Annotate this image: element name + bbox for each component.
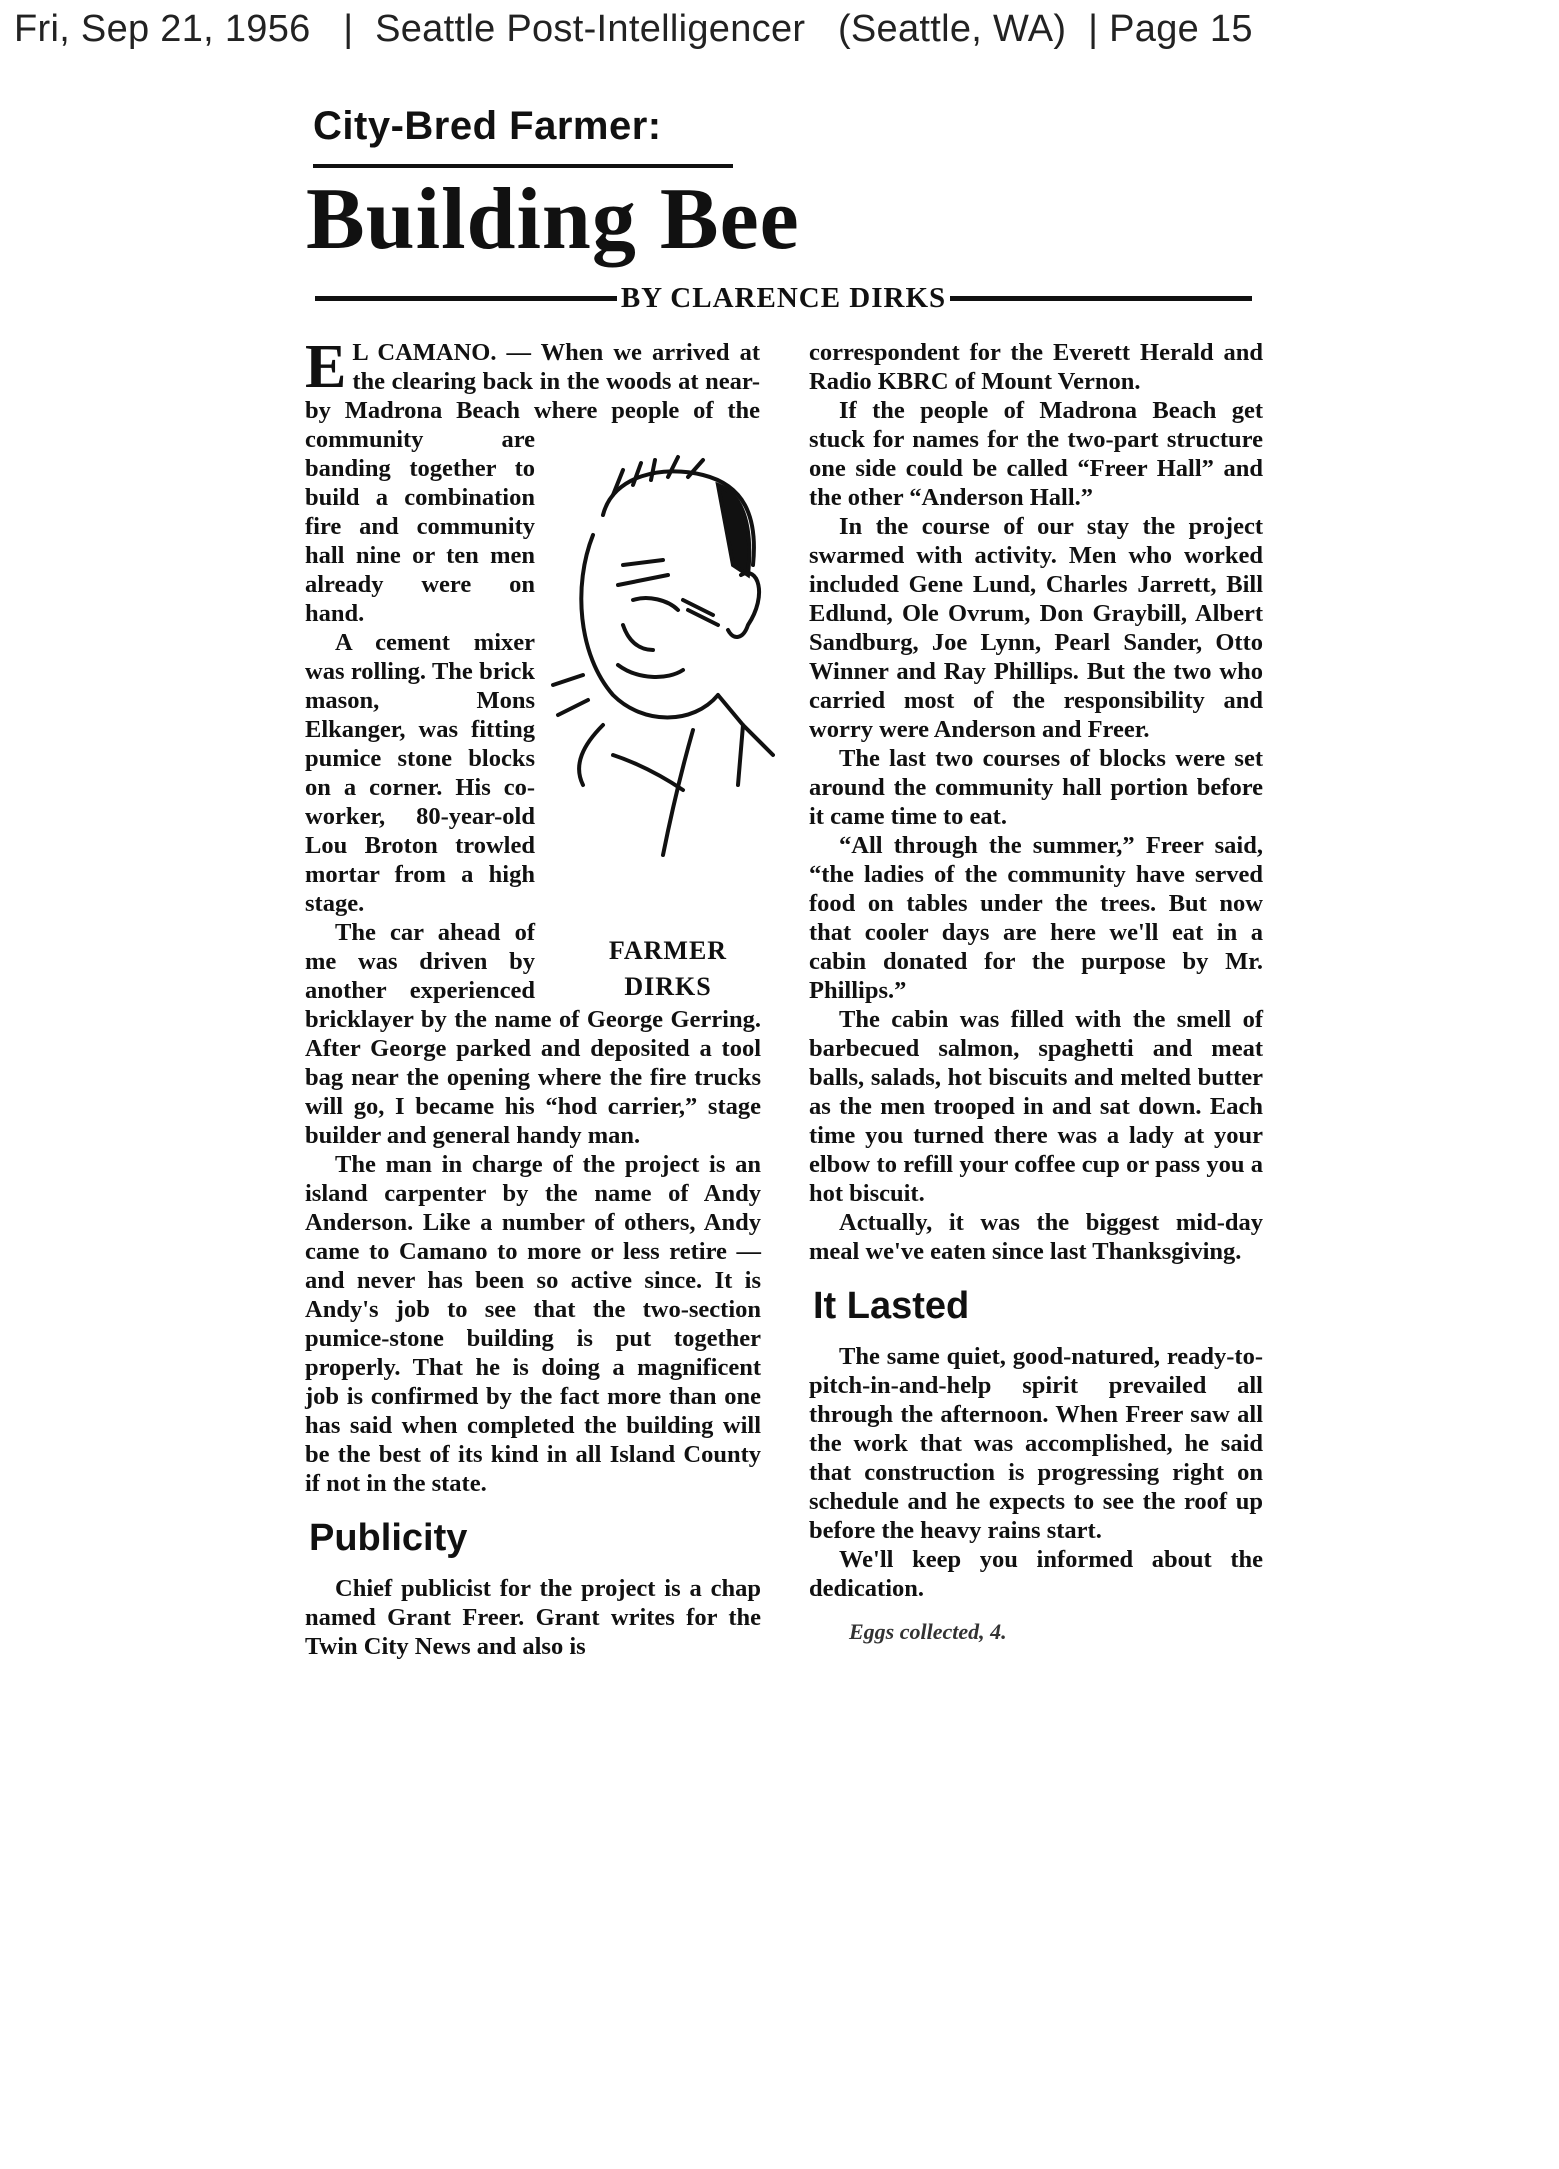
portrait-caption	[563, 933, 773, 1005]
clipping-header	[14, 8, 1253, 51]
paragraph: We'll keep you informed about the dedication.	[809, 1546, 1263, 1602]
paragraph: The man in charge of the project is an island carpenter by the name of Andy Anderson. Like a number of others, Andy came to Camano to more or less retire —and never has been so active since. It is Andy's job to see that the two-section pumice-stone building is put together properly. That he is doing a magnificent job is confirmed by the fact more than one has said when completed the building will be the best of its kind in all Island County if not in the state.	[305, 1151, 761, 1497]
header-separator: |	[1088, 8, 1099, 50]
kicker-rule	[313, 164, 733, 168]
header-publication: Seattle Post-Intelligencer	[375, 8, 806, 50]
header-page: Page 15	[1109, 8, 1253, 50]
paragraph: The same quiet, good-natured, ready-to-pitch-in-and-help spirit prevailed all through the afternoon. When Freer saw all the work that was accomplished, he said that construction is progressing right on schedule and he expects to see the roof up before the heavy rains start.	[809, 1343, 1263, 1544]
paragraph: “All through the summer,” Freer said, “the ladies of the community have served food on tables under the trees. But now that cooler days are here we'll eat in a cabin donated for the purpose by Mr. Phillips.”	[809, 832, 1263, 1004]
paragraph: The car ahead of me was driven by another experienced bricklayer by the name of George Gerring. After George parked and deposited a tool bag near the opening where the fire trucks will go, I became his “hod carrier,” stage builder and general handy man.	[305, 919, 761, 1149]
paragraph: L CAMANO. — When we arrived at the clearing back in the woods at near-by Madrona Beach where people of the community are banding together to build a combination fire and community hall nine or ten men already were on hand.	[305, 339, 760, 627]
header-date: Fri, Sep 21, 1956	[14, 8, 311, 50]
paragraph: If the people of Madrona Beach get stuck for names for the two-part structure one side could be called “Freer Hall” and the other “Anderson Hall.”	[809, 397, 1263, 511]
drop-cap: E	[305, 333, 347, 401]
caption-line: FARMER	[608, 936, 728, 965]
paragraph: The cabin was filled with the smell of barbecued salmon, spaghetti and meat balls, salads, hot biscuits and melted butter as the men trooped in and sat down. Each time you turned there was a lady at your elbow to refill your coffee cup or pass you a hot biscuit.	[809, 1006, 1263, 1207]
byline-rule-left	[315, 296, 617, 301]
paragraph: correspondent for the Everett Herald and Radio KBRC of Mount Vernon.	[809, 339, 1263, 395]
paragraph: A cement mixer was rolling. The brick mason, Mons Elkanger, was fitting pumice stone blocks on a corner. His co-worker, 80-year-old Lou Broton trowled mortar from a high stage.	[305, 629, 535, 917]
left-column	[305, 333, 761, 1661]
paragraph: Chief publicist for the project is a chap named Grant Freer. Grant writes for the Twin City News and also is	[305, 1575, 761, 1660]
right-column	[809, 338, 1263, 1646]
header-separator: |	[343, 8, 354, 50]
caption-line: DIRKS	[624, 972, 712, 1001]
portrait-sketch-icon	[543, 425, 775, 925]
subhead-publicity: Publicity	[309, 1517, 468, 1559]
paragraph: In the course of our stay the project swarmed with activity. Men who worked included Gene Lund, Charles Jarrett, Bill Edlund, Ole Ovrum, Don Graybill, Albert Sandburg, Joe Lynn, Pearl Sander, Otto Winner and Ray Phillips. But the two who carried most of the responsibility and worry were Anderson and Freer.	[809, 513, 1263, 743]
eggs-collected-note: Eggs collected, 4.	[849, 1619, 1007, 1644]
byline-rule-right	[950, 296, 1252, 301]
subhead-it-lasted: It Lasted	[813, 1285, 970, 1327]
header-location: (Seattle, WA)	[837, 8, 1067, 50]
paragraph: The last two courses of blocks were set around the community hall portion before it came time to eat.	[809, 745, 1263, 830]
byline-text: BY CLARENCE DIRKS	[620, 282, 947, 314]
byline	[315, 282, 1252, 315]
paragraph: Actually, it was the biggest mid-day meal we've eaten since last Thanksgiving.	[809, 1209, 1263, 1265]
portrait-illustration	[543, 425, 775, 1001]
article-kicker: City-Bred Farmer:	[313, 104, 662, 148]
article-headline: Building Bee	[306, 171, 800, 268]
